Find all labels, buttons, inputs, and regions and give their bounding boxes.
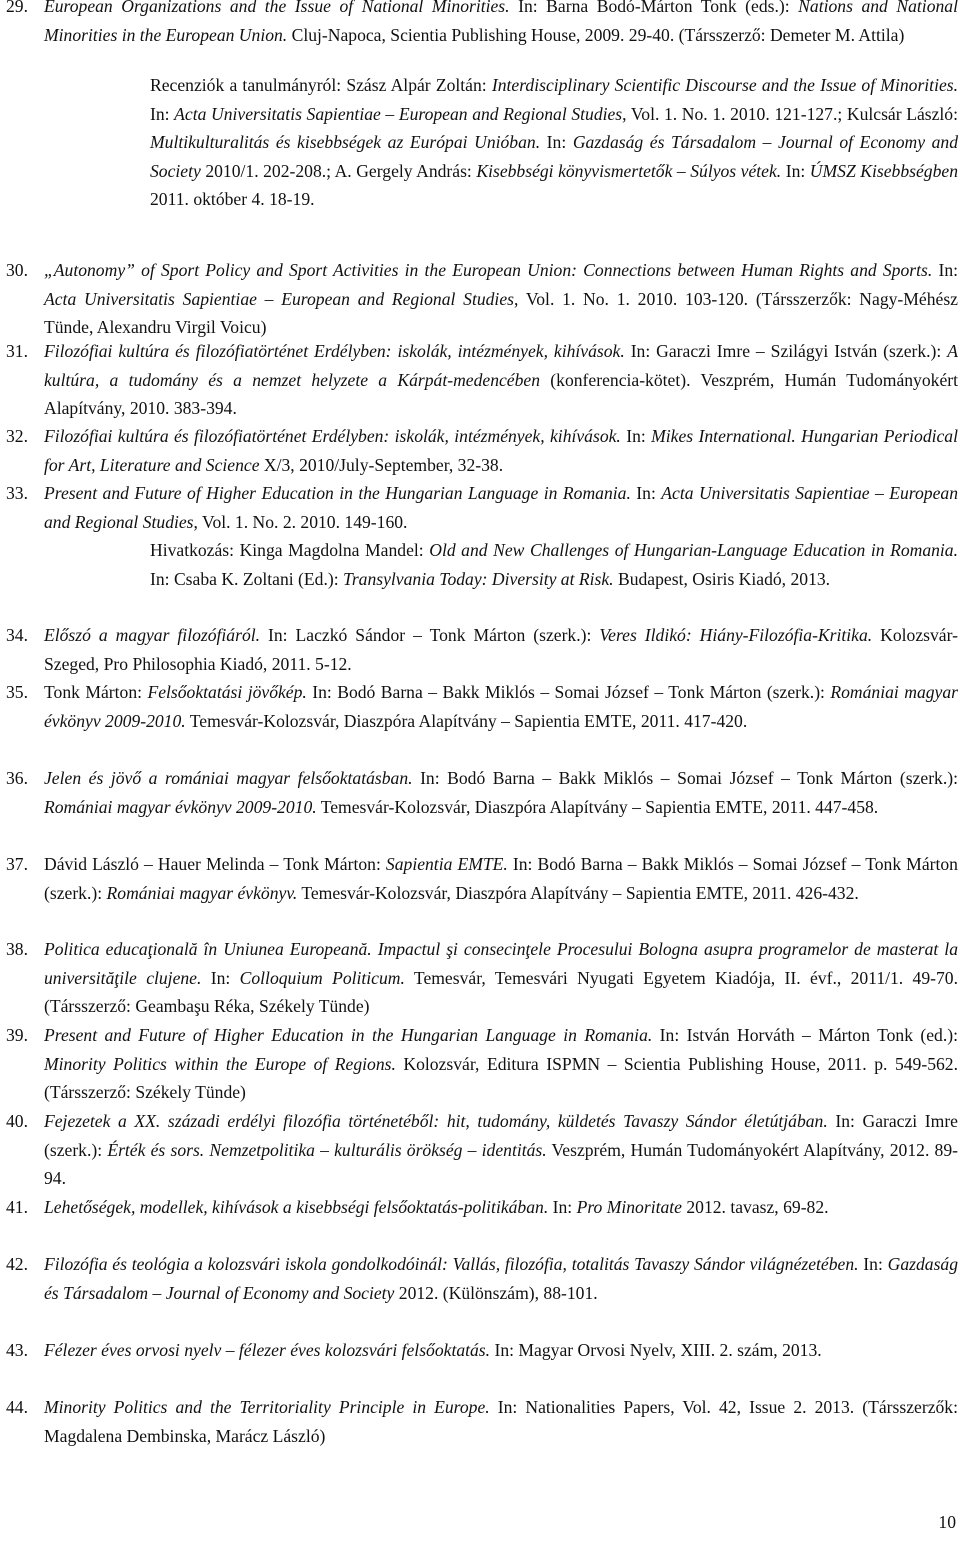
list-item: 36. Jelen és jövő a romániai magyar felsőoktatásban. In: Bodó Barna – Bakk Miklós – Somai József – Tonk Márton (szerk.): Romániai magyar évkönyv 2009-2010. Temesvár-Kolozsvár, Diaszpóra Alapítvány – Sapientia EMTE, 2011. 447-458. — [0, 764, 958, 821]
list-item: 38. Politica educaţională în Uniunea Europeană. Impactul şi consecinţele Procesului Bologna asupra programelor de masterat la universităţile clujene. In: Colloquium Politicum. Temesvár, Temesvári Nyugati Egyetem Kiadója, II. évf., 2011/1. 49-70. (Társszerző: Geambaşu Réka, Székely Tünde) — [0, 935, 958, 1021]
item-number: 29. — [6, 0, 28, 16]
item-number: 40. — [6, 1111, 28, 1131]
item-number: 33. — [6, 483, 28, 503]
list-item: 29. European Organizations and the Issue of National Minorities. In: Barna Bodó-Márton Tonk (eds.): Nations and National Minorities in the European Union. Cluj-Napoca, Scientia Publishing House, 2009. 29-40. (Társszerző: Demeter M. Attila) — [0, 0, 958, 49]
list-item: Hivatkozás: Kinga Magdolna Mandel: Old and New Challenges of Hungarian-Language Education in Romania. In: Csaba K. Zoltani (Ed.): Transylvania Today: Diversity at Risk. Budapest, Osiris Kiadó, 2013. — [150, 540, 958, 589]
item-number: 42. — [6, 1254, 28, 1274]
item-number: 31. — [6, 341, 28, 361]
list-item: 41. Lehetőségek, modellek, kihívások a kisebbségi felsőoktatás-politikában. In: Pro Minoritate 2012. tavasz, 69-82. — [0, 1193, 958, 1222]
list-item: 33. Present and Future of Higher Education in the Hungarian Language in Romania. In: Acta Universitatis Sapientiae – European and Regional Studies, Vol. 1. No. 2. 2010. 149-160. — [0, 479, 958, 536]
list-item: 44. Minority Politics and the Territoriality Principle in Europe. In: Nationalities Papers, Vol. 42, Issue 2. 2013. (Társszerzők: Magdalena Dembinska, Marácz László) — [0, 1393, 958, 1450]
item-number: 34. — [6, 625, 28, 645]
list-item: 42. Filozófia és teológia a kolozsvári iskola gondolkodóinál: Vallás, filozófia, totalitás Tavaszy Sándor világnézetében. In: Gazdaság és Társadalom – Journal of Economy and Society 2012. (Különszám), 88-101. — [0, 1250, 958, 1307]
list-item: 37. Dávid László – Hauer Melinda – Tonk Márton: Sapientia EMTE. In: Bodó Barna – Bakk Miklós – Somai József – Tonk Márton (szerk.): Romániai magyar évkönyv. Temesvár-Kolozsvár, Diaszpóra Alapítvány – Sapientia EMTE, 2011. 426-432. — [0, 850, 958, 907]
list-item: 39. Present and Future of Higher Education in the Hungarian Language in Romania. In: István Horváth – Márton Tonk (ed.): Minority Politics within the Europe of Regions. Kolozsvár, Editura ISPMN – Scientia Publishing House, 2011. p. 549-562. (Társszerző: Székely Tünde) — [0, 1021, 958, 1107]
item-number: 32. — [6, 426, 28, 446]
list-item: 32. Filozófiai kultúra és filozófiatörténet Erdélyben: iskolák, intézmények, kihívások. In: Mikes International. Hungarian Periodical for Art, Literature and Science X/3, 2010/July-September, 32-38. — [0, 422, 958, 479]
page-number: 10 — [938, 1512, 956, 1532]
item-number: 36. — [6, 768, 28, 788]
item-number: 39. — [6, 1025, 28, 1045]
item-number: 41. — [6, 1197, 28, 1217]
list-item: 40. Fejezetek a XX. századi erdélyi filozófia történetéből: hit, tudomány, küldetés Tavaszy Sándor életútjában. In: Garaczi Imre (szerk.): Érték és sors. Nemzetpolitika – kulturális örökség – identitás. Veszprém, Humán Tudományokért Alapítvány, 2012. 89-94. — [0, 1107, 958, 1193]
list-item: 34. Előszó a magyar filozófiáról. In: Laczkó Sándor – Tonk Márton (szerk.): Veres Ildikó: Hiány-Filozófia-Kritika. Kolozsvár-Szeged, Pro Philosophia Kiadó, 2011. 5-12. — [0, 621, 958, 678]
list-item: 35. Tonk Márton: Felsőoktatási jövőkép. In: Bodó Barna – Bakk Miklós – Somai József – Tonk Márton (szerk.): Romániai magyar évkönyv 2009-2010. Temesvár-Kolozsvár, Diaszpóra Alapítvány – Sapientia EMTE, 2011. 417-420. — [0, 678, 958, 735]
item-number: 44. — [6, 1397, 28, 1417]
item-number: 38. — [6, 939, 28, 959]
item-number: 30. — [6, 260, 28, 280]
list-item: 31. Filozófiai kultúra és filozófiatörténet Erdélyben: iskolák, intézmények, kihívások. In: Garaczi Imre – Szilágyi István (szerk.): A kultúra, a tudomány és a nemzet helyzete a Kárpát-medencében (konferencia-kötet). Veszprém, Humán Tudományokért Alapítvány, 2010. 383-394. — [0, 337, 958, 423]
item-number: 37. — [6, 854, 28, 874]
title: European Organizations and the Issue of National Minorities. — [44, 0, 510, 16]
list-item: 43. Félezer éves orvosi nyelv – félezer éves kolozsvári felsőoktatás. In: Magyar Orvosi Nyelv, XIII. 2. szám, 2013. — [0, 1336, 958, 1365]
item-number: 35. — [6, 682, 28, 702]
list-item: 30. „Autonomy” of Sport Policy and Sport Activities in the European Union: Connections between Human Rights and Sports. In: Acta Universitatis Sapientiae – European and Regional Studies, Vol. 1. No. 1. 2010. 103-120. (Társszerzők: Nagy-Méhész Tünde, Alexandru Virgil Voicu) — [0, 256, 958, 342]
list-item: Recenziók a tanulmányról: Szász Alpár Zoltán: Interdisciplinary Scientific Discourse and the Issue of Minorities. In: Acta Universitatis Sapientiae – European and Regional Studies, Vol. 1. No. 1. 2010. 121-127.; Kulcsár László: Multikulturalitás és kisebbségek az Európai Unióban. In: Gazdaság és Társadalom – Journal of Economy and Society 2010/1. 202-208.; A. Gergely András: Kisebbségi könyvismertetők – Súlyos vétek. In: ÚMSZ Kisebbségben 2011. október 4. 18-19. — [150, 75, 959, 210]
item-number: 43. — [6, 1340, 28, 1360]
